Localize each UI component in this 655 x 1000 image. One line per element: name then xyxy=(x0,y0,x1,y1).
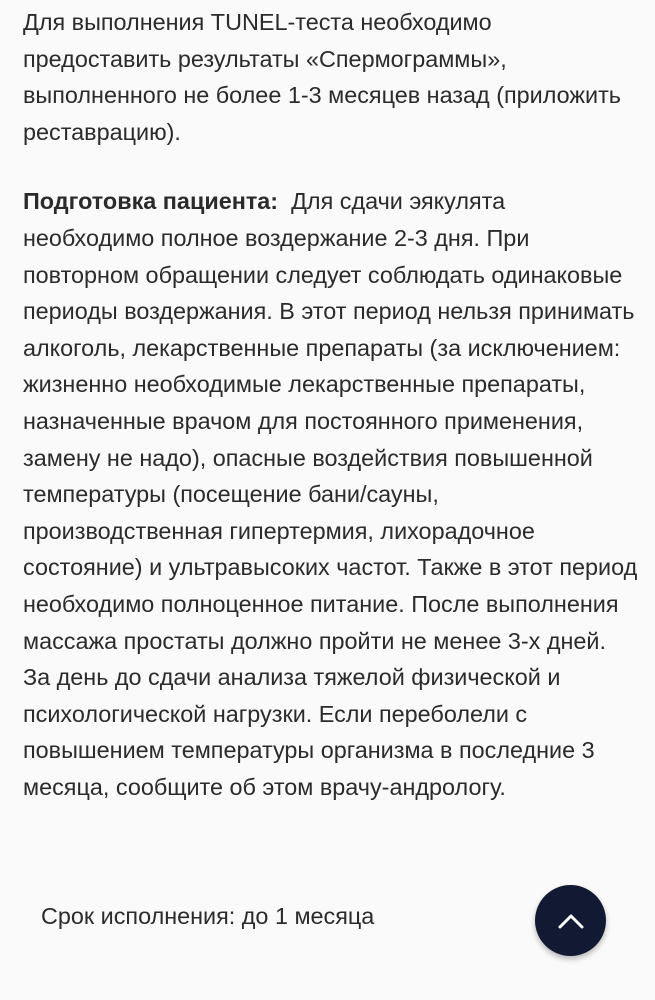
tunel-requirements-paragraph: Для выполнения TUNEL-теста необходимо предоставить результаты «Спермограммы», выполненного не более 1-3 месяцев назад (приложить реставрацию). xyxy=(23,9,621,145)
patient-preparation-label: Подготовка пациента: xyxy=(23,188,279,215)
deadline-text: Срок исполнения: до 1 месяца xyxy=(41,903,375,929)
patient-preparation-paragraph xyxy=(23,183,638,805)
chevron-up-icon xyxy=(557,912,585,930)
article-body xyxy=(23,4,638,805)
scroll-to-top-button[interactable] xyxy=(535,885,606,956)
patient-preparation-text: Для сдачи эякулята необходимо полное воздержание 2-3 дня. При повторном обращении следует соблюдать одинаковые периоды воздержания. В этот период нельзя принимать алкоголь, лекарственные препараты (за исключением: жизненно необходимые лекарственные препараты, назначенные врачом для постоянного применения, замену не надо), опасные воздействия повышенной температуры (посещение бани/сауны, производственная гипертермия, лихорадочное состояние) и ультравысоких частот. Также в этот период необходимо полноценное питание. После выполнения массажа простаты должно пройти не менее 3-х дней. За день до сдачи анализа тяжелой физической и психологической нагрузки. Если переболели с повышением температуры организма в последние 3 месяца, сообщите об этом врачу-андрологу. xyxy=(23,188,638,800)
